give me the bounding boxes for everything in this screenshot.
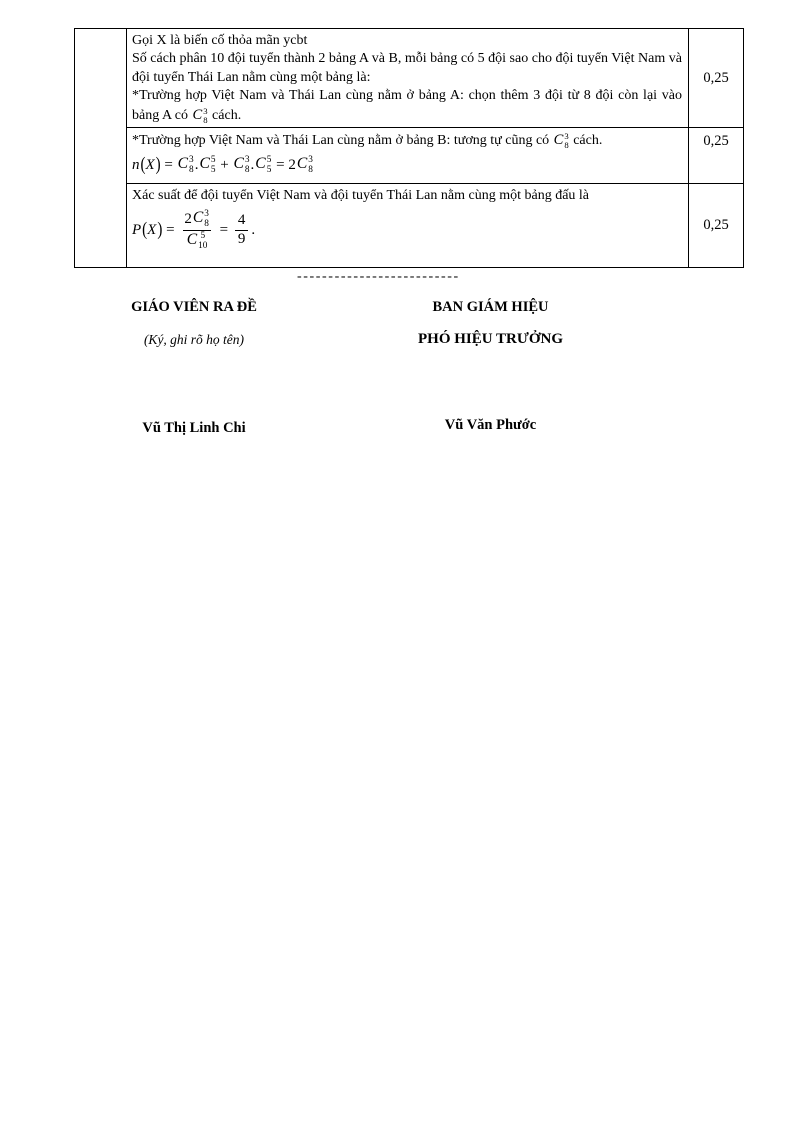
math-formula [186, 231, 209, 252]
combination-symbol: C 3 8 [553, 131, 569, 151]
answer-paragraph: Số cách phân 10 đội tuyển thành 2 bảng A và B, mỗi bảng có 5 đội sao cho đội tuyển Việt Nam và đội tuyển Thái Lan nằm cùng một bảng là: [132, 51, 682, 85]
combination-symbol: C 3 8 [296, 155, 313, 175]
math-formula: 4 [237, 211, 246, 228]
math-formula: 2 C 3 8 [184, 209, 209, 230]
vice-principal-title: PHÓ HIỆU TRƯỞNG [417, 331, 563, 347]
math-formula: P ( X ) = 2 C 3 8 C 5 10 = $\frac{4}{9}$ . [132, 209, 256, 251]
signature-block-teacher [94, 299, 294, 437]
teacher-name: Vũ Thị Linh Chi [142, 420, 246, 436]
sign-instruction-note: (Ký, ghi rõ họ tên) [143, 332, 245, 347]
math-formula: n ( X ) = C 3 8 . C 5 5 + C 3 8 . C 5 5 = 2 C 3 8 [132, 154, 313, 176]
combination-symbol: C 5 5 [255, 155, 272, 175]
math-formula [553, 131, 570, 150]
teacher-title: GIÁO VIÊN RA ĐỀ [131, 299, 257, 315]
answer-paragraph [132, 155, 682, 176]
answer-paragraph: *Trường hợp Việt Nam và Thái Lan cùng nằm ở bảng B: tương tự cũng có C 3 8 cách. [132, 131, 603, 151]
math-formula [192, 106, 209, 125]
score-cell: 0,25 [703, 69, 729, 86]
math-formula: 9 [237, 230, 246, 247]
table-row [127, 184, 743, 267]
answer-paragraph: Gọi X là biến cố thỏa mãn ycbt [132, 33, 308, 48]
table-row [127, 128, 743, 184]
board-title: BAN GIÁM HIỆU [432, 299, 549, 315]
table-left-empty-cell [75, 29, 127, 267]
answer-paragraph [132, 209, 682, 251]
combination-symbol: C 5 10 [186, 230, 208, 251]
combination-symbol: C 3 8 [192, 105, 208, 125]
fraction [181, 209, 213, 251]
score-cell: 0,25 [703, 217, 729, 233]
table-rows [127, 29, 743, 267]
combination-symbol: C 3 8 [177, 155, 194, 175]
combination-symbol: C 5 5 [199, 155, 216, 175]
combination-symbol: C 3 8 [192, 209, 209, 230]
signature-block-board [388, 299, 593, 434]
answer-paragraph: Xác suất để đội tuyển Việt Nam và đội tuyển Thái Lan nằm cùng một bảng đấu là [132, 188, 590, 203]
answer-paragraph: *Trường hợp Việt Nam và Thái Lan cùng nằm ở bảng A: chọn thêm 3 đội từ 8 đội còn lại vào bảng A có C 3 8 cách. [132, 88, 682, 125]
vice-principal-name: Vũ Văn Phước [444, 417, 537, 433]
score-cell: 0,25 [703, 133, 729, 149]
table-row [127, 29, 743, 128]
dashed-separator: -------------------------- [297, 269, 460, 284]
grading-table [74, 28, 744, 268]
answer-cell [127, 184, 689, 267]
combination-symbol: C 3 8 [233, 155, 250, 175]
answer-cell [127, 29, 689, 127]
answer-cell [127, 128, 689, 183]
fraction [235, 212, 249, 249]
